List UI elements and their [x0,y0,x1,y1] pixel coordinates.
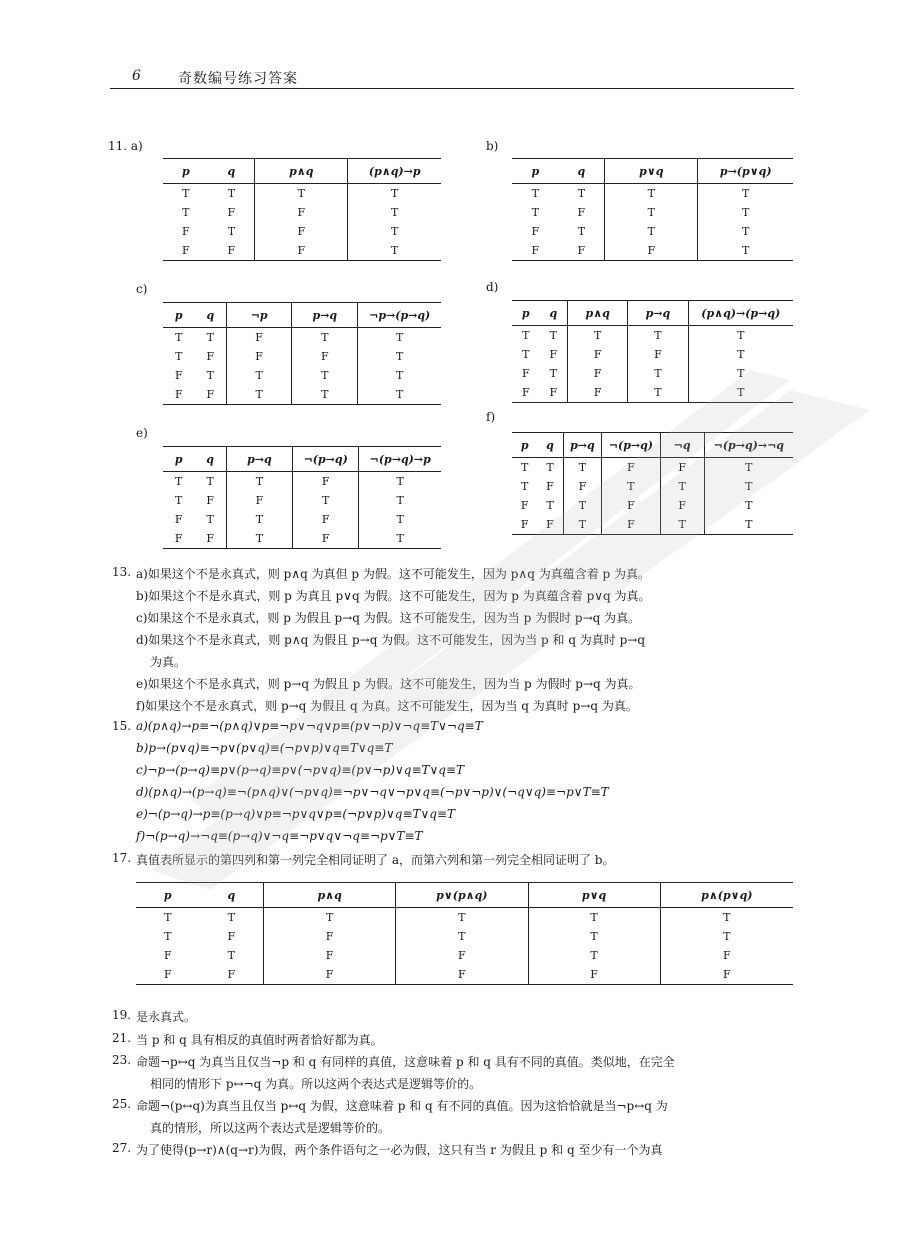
table-cell: T [522,329,530,342]
table-row [136,908,793,928]
table-cell: T [227,911,235,924]
table-cell: F [292,472,359,492]
exercise-23 [112,1053,798,1097]
exercise-27 [112,1141,798,1161]
col-header: p∨(p∧q) [396,883,528,908]
table-cell: T [227,385,292,405]
col-header: q [537,433,563,458]
col-header: (p∧q)→(p→q) [688,301,793,326]
table-cell: T [264,908,396,928]
table-row [512,477,793,496]
equivalence-line: a)(p∧q)→p≡¬(p∧q)∨p≡¬p∨¬q∨p≡(p∨¬p)∨¬q≡T∨¬q≡T [136,719,483,733]
table-cell: T [522,348,530,361]
table-cell: T [660,515,704,535]
table-cell: T [704,496,793,515]
exercise-19 [112,1008,798,1028]
truth-table-11a [163,158,441,261]
table-cell: T [292,491,359,510]
table-cell: T [704,515,793,535]
table-cell: F [206,350,215,363]
table-row [512,496,793,515]
col-header: ¬(p→q) [602,433,660,458]
table-row [163,347,441,366]
table-cell: F [660,946,793,965]
table-row [163,385,441,405]
table-cell: F [549,348,558,361]
table-cell: T [688,383,793,403]
equivalence-line: d)(p∧q)→(p→q)≡¬(p∧q)∨(¬p∨q)≡¬p∨¬q∨¬p∨q≡(¬p∨¬p)∨(¬q∨q)≡¬p∨T≡T [136,785,609,799]
table-cell: F [200,965,264,985]
table-row [163,510,441,529]
table-cell: F [226,491,292,510]
table-cell: T [348,241,441,261]
equivalence-line: c)¬p→(p→q)≡p∨(p→q)≡p∨(¬p∨q)≡(p∨¬p)∨q≡T∨q≡T [136,763,465,777]
answer-line: 命题¬(p↔q)为真当且仅当 p↔q 为假，这意味着 p 和 q 有不同的真值。因为这恰恰就是当¬p↔q 为 [136,1099,668,1113]
table-cell: F [531,225,540,238]
answer-line: 相同的情形下 p↔¬q 为真。所以这两个表达式是逻辑等价的。 [150,1077,482,1091]
col-header: q [559,159,605,184]
table-cell: T [164,911,172,924]
exercise-number: 23. [112,1053,132,1067]
exercise-13 [112,565,798,715]
col-header: p∨q [605,159,698,184]
col-header: p→q [628,301,688,326]
table-cell: T [698,222,793,241]
truth-table-11e [163,446,441,549]
table-cell: F [605,241,698,261]
table-cell: T [292,385,358,405]
table-cell: F [660,458,704,478]
table-cell: F [660,496,704,515]
col-header: p [136,883,200,908]
truth-table-11b [512,158,793,261]
table-row [163,472,441,492]
answer-line: f)如果这个不是永真式，则 p→q 为假且 q 为真。这不可能发生，因为当 q 为真时 p→q 为真。 [136,699,638,713]
label-11c: c) [136,282,148,296]
table-cell: T [577,225,586,238]
table-cell: T [628,383,688,403]
table-cell: T [226,510,292,529]
table-cell: T [704,458,793,478]
answer-line: 为真。 [150,655,187,669]
col-header: p [163,447,194,472]
table-cell: F [163,949,172,962]
exercise-number: 13. [112,565,132,579]
table-row [163,222,441,241]
table-cell: T [605,203,698,222]
col-header: p∧q [568,301,628,326]
table-cell: T [359,529,441,549]
table-cell: T [660,927,793,946]
table-row [512,383,793,403]
table-cell: T [206,513,214,526]
equivalence-line: b)p→(p∨q)≡¬p∨(p∨q)≡(¬p∨p)∨q≡T∨q≡T [136,741,393,755]
table-row [512,515,793,535]
table-row [163,366,441,385]
col-header: p [163,303,195,328]
table-cell: T [164,930,172,943]
table-cell: F [255,222,348,241]
table-row [163,328,441,348]
label-11b: b) [486,139,499,153]
table-cell: F [512,241,559,261]
answer-line: 真的情形，所以这两个表达式是逻辑等价的。 [150,1121,391,1135]
table-row [512,241,793,261]
exercise-15 [112,719,798,849]
table-cell: T [227,366,292,385]
table-row [512,458,793,478]
label-11d: d) [486,280,499,294]
table-cell: F [540,383,568,403]
table-cell: F [181,225,190,238]
table-cell: F [292,510,359,529]
table-cell: F [255,203,348,222]
answer-line: c)如果这个不是永真式，则 p 为假且 p→q 为假。这不可能发生，因为当 p 为假时 p→q 为真。 [136,611,641,625]
table-cell: T [227,225,236,238]
col-header: q [194,447,226,472]
table-cell: T [292,366,358,385]
table-cell: T [175,350,183,363]
table-cell: F [227,930,236,943]
table-cell: T [546,499,554,512]
table-cell: T [358,385,441,405]
exercise-number: 21. [112,1031,132,1045]
table-cell: T [348,184,441,204]
table-cell: T [568,326,628,346]
col-header: p [512,301,540,326]
table-row [512,203,793,222]
table-cell: T [520,480,529,493]
table-cell: F [602,515,660,535]
col-header: p→q [563,433,602,458]
label-11f: f) [486,410,496,424]
table-cell: T [698,241,793,261]
col-header: q [540,301,568,326]
table-cell: F [255,241,348,261]
table-cell: F [194,529,226,549]
equivalence-line: f)¬(p→q)→¬q≡(p→q)∨¬q≡¬p∨q∨¬q≡¬p∨T≡T [136,829,423,843]
table-cell: F [568,345,628,364]
col-header: p [512,433,537,458]
col-header: p [512,159,559,184]
table-cell: T [206,475,214,488]
table-cell: T [577,187,586,200]
table-cell: T [175,494,183,507]
table-row [512,345,793,364]
table-row [163,241,441,261]
answer-line: d)如果这个不是永真式，则 p∧q 为假且 p→q 为假。这不可能发生，因为当 p 和 q 为真时 p→q [136,633,646,647]
table-cell: T [528,927,660,946]
col-header: ¬(p→q)→p [359,447,441,472]
exercise-number: 15. [112,719,132,733]
table-cell: T [628,364,688,383]
table-cell: F [568,364,628,383]
col-header: p∨q [528,883,660,908]
col-header: ¬p [227,303,292,328]
table-cell: F [568,383,628,403]
table-cell: F [292,529,359,549]
running-title: 奇数编号练习答案 [178,71,298,87]
table-cell: T [182,206,190,219]
exercise-number: 25. [112,1097,132,1111]
col-header: p∧q [264,883,396,908]
answer-line: b)如果这个不是永真式，则 p 为真且 p∨q 为假。这不可能发生，因为 p 为真蕴含着 p∨q 为真。 [136,589,651,603]
answer-line: 命题¬p↔q 为真当且仅当¬p 和 q 有同样的真值，这意味着 p 和 q 具有不同的真值。类似地，在完全 [136,1055,675,1069]
table-cell: T [531,206,539,219]
col-header: p∧q [255,159,348,184]
exercise-21 [112,1031,798,1051]
table-cell: T [563,515,602,535]
table-cell: T [660,908,793,928]
table-cell: T [396,908,528,928]
label-11e: e) [136,426,148,440]
col-header: ¬(p→q) [292,447,359,472]
table-cell: F [602,496,660,515]
col-header: ¬p→(p→q) [358,303,441,328]
table-cell: T [255,184,348,204]
table-cell: F [512,515,537,535]
table-cell: F [396,946,528,965]
table-row [136,946,793,965]
table-cell: F [195,385,227,405]
table-row [136,965,793,985]
table-cell: T [528,908,660,928]
truth-table-11c [163,302,441,405]
table-cell: F [163,529,194,549]
table-cell: T [348,203,441,222]
answer-line: 为了使得(p→r)∧(q→r)为假，两个条件语句之一必为假，这只有当 r 为假且 p 和 q 至少有一个为真 [136,1143,663,1157]
table-cell: F [521,367,530,380]
table-row [136,927,793,946]
table-cell: T [359,491,441,510]
table-cell: F [163,385,195,405]
table-row [163,203,441,222]
table-cell: F [628,345,688,364]
col-header: ¬q [660,433,704,458]
table-cell: F [227,347,292,366]
exercise-number: 17. [112,851,132,865]
col-header: p→(p∨q) [698,159,793,184]
table-cell: F [559,241,605,261]
table-row [163,184,441,204]
table-cell: T [227,187,236,200]
label-11a: 11. a) [108,139,143,153]
col-header: p→q [292,303,358,328]
table-row [163,529,441,549]
table-cell: T [226,472,292,492]
table-cell: F [602,458,660,478]
table-cell: F [528,965,660,985]
answer-line: 真值表所显示的第四列和第一列完全相同证明了 a，而第六列和第一列完全相同证明了 b。 [136,853,615,867]
col-header: p∧(p∨q) [660,883,793,908]
answer-line: 是永真式。 [136,1010,197,1024]
table-cell: F [206,494,214,507]
table-row [512,184,793,204]
table-cell: T [520,461,529,474]
table-cell: T [688,364,793,383]
table-cell: F [512,383,540,403]
col-header: q [209,159,255,184]
table-row [512,364,793,383]
exercise-number: 19. [112,1008,132,1022]
table-cell: F [264,965,396,985]
table-row [512,222,793,241]
table-cell: T [348,222,441,241]
table-cell: T [549,367,557,380]
table-cell: T [698,203,793,222]
table-cell: T [628,326,688,346]
table-cell: T [563,458,602,478]
table-cell: T [704,477,793,496]
table-cell: T [528,946,660,965]
table-cell: F [546,480,554,493]
table-cell: T [358,328,441,348]
table-cell: T [227,949,235,962]
page-number: 6 [132,68,141,84]
truth-table-11d [512,300,793,403]
table-cell: T [206,369,214,382]
table-cell: T [605,184,698,204]
col-header: p→q [226,447,292,472]
truth-table-17 [136,882,793,985]
table-cell: F [563,477,602,496]
table-cell: F [396,965,528,985]
table-cell: T [605,222,698,241]
table-cell: F [209,241,255,261]
table-cell: F [520,499,529,512]
table-row [163,491,441,510]
table-cell: T [358,347,441,366]
table-cell: T [359,510,441,529]
table-cell: F [136,965,200,985]
exercise-25 [112,1097,798,1141]
col-header: (p∧q)→p [348,159,441,184]
truth-table-11f [512,432,793,535]
table-cell: F [227,328,292,348]
table-cell: F [577,206,586,219]
page-header [110,66,794,89]
table-cell: T [175,331,183,344]
answer-line: 当 p 和 q 具有相反的真值时两者恰好都为真。 [136,1033,383,1047]
table-cell: F [537,515,563,535]
col-header: q [200,883,264,908]
table-cell: T [563,496,602,515]
table-cell: T [546,461,554,474]
exercise-number: 27. [112,1141,132,1155]
table-cell: T [292,328,358,348]
table-cell: T [358,366,441,385]
table-cell: T [226,529,292,549]
table-cell: T [206,331,214,344]
exercise-17 [112,851,798,871]
col-header: ¬(p→q)→¬q [704,433,793,458]
table-cell: T [175,475,183,488]
table-cell: F [264,927,396,946]
table-row [512,326,793,346]
table-cell: F [264,946,396,965]
table-cell: T [531,187,539,200]
table-cell: T [396,927,528,946]
table-cell: T [602,477,660,496]
answer-line: a)如果这个不是永真式，则 p∧q 为真但 p 为假。这不可能发生，因为 p∧q 为真蕴含着 p 为真。 [136,567,651,581]
table-cell: T [688,326,793,346]
table-cell: T [549,329,557,342]
table-cell: F [174,513,183,526]
table-cell: F [660,965,793,985]
table-cell: T [688,345,793,364]
table-cell: T [660,477,704,496]
table-cell: F [292,347,358,366]
table-cell: T [359,472,441,492]
table-cell: F [227,206,236,219]
col-header: q [195,303,227,328]
table-cell: T [182,187,190,200]
equivalence-line: e)¬(p→q)→p≡(p→q)∨p≡¬p∨q∨p≡(¬p∨p)∨q≡T∨q≡T [136,807,456,821]
table-cell: F [174,369,183,382]
table-cell: T [698,184,793,204]
col-header: p [163,159,209,184]
answer-line: e)如果这个不是永真式，则 p→q 为假且 p 为假。这不可能发生，因为当 p 为假时 p→q 为真。 [136,677,641,691]
table-cell: F [163,241,209,261]
